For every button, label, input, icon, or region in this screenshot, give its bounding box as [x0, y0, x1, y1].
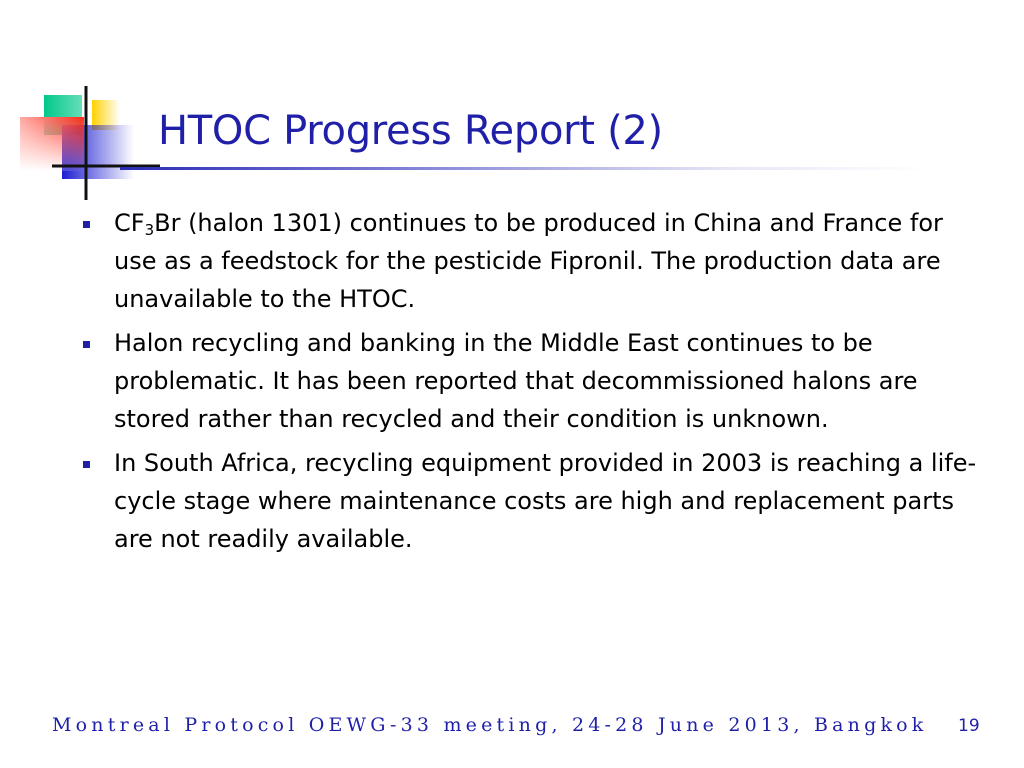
- bullet-body: Br (halon 1301) continues to be produced in China and France for use as a feedstock for the pesticide Fipronil. The production data are unavailable to the HTOC.: [114, 209, 943, 313]
- list-item: [78, 444, 978, 558]
- chemical-subscript: 3: [144, 221, 155, 239]
- footer-text: Montreal Protocol OEWG-33 meeting, 24-28 June 2013, Bangkok: [52, 714, 928, 736]
- square-bullet-icon: [83, 341, 90, 348]
- list-item: [78, 324, 978, 438]
- square-bullet-icon: [83, 461, 90, 468]
- slide-title: HTOC Progress Report (2): [158, 108, 663, 154]
- bullet-list: [78, 204, 978, 564]
- page-number: 19: [958, 716, 980, 736]
- bullet-text: [114, 209, 943, 313]
- chemical-prefix: CF: [114, 209, 145, 237]
- title-underline: [120, 167, 930, 170]
- bullet-body: Halon recycling and banking in the Middle East continues to be problematic. It has been reported that decommissioned halons are stored rather than recycled and their condition is unknown.: [114, 329, 918, 433]
- bullet-text: [114, 329, 918, 433]
- bullet-text: [114, 449, 976, 553]
- list-item: [78, 204, 978, 318]
- overlapping-squares-logo: [0, 0, 160, 210]
- square-bullet-icon: [83, 221, 90, 228]
- bullet-body: In South Africa, recycling equipment provided in 2003 is reaching a life-cycle stage where maintenance costs are high and replacement parts are not readily available.: [114, 449, 977, 553]
